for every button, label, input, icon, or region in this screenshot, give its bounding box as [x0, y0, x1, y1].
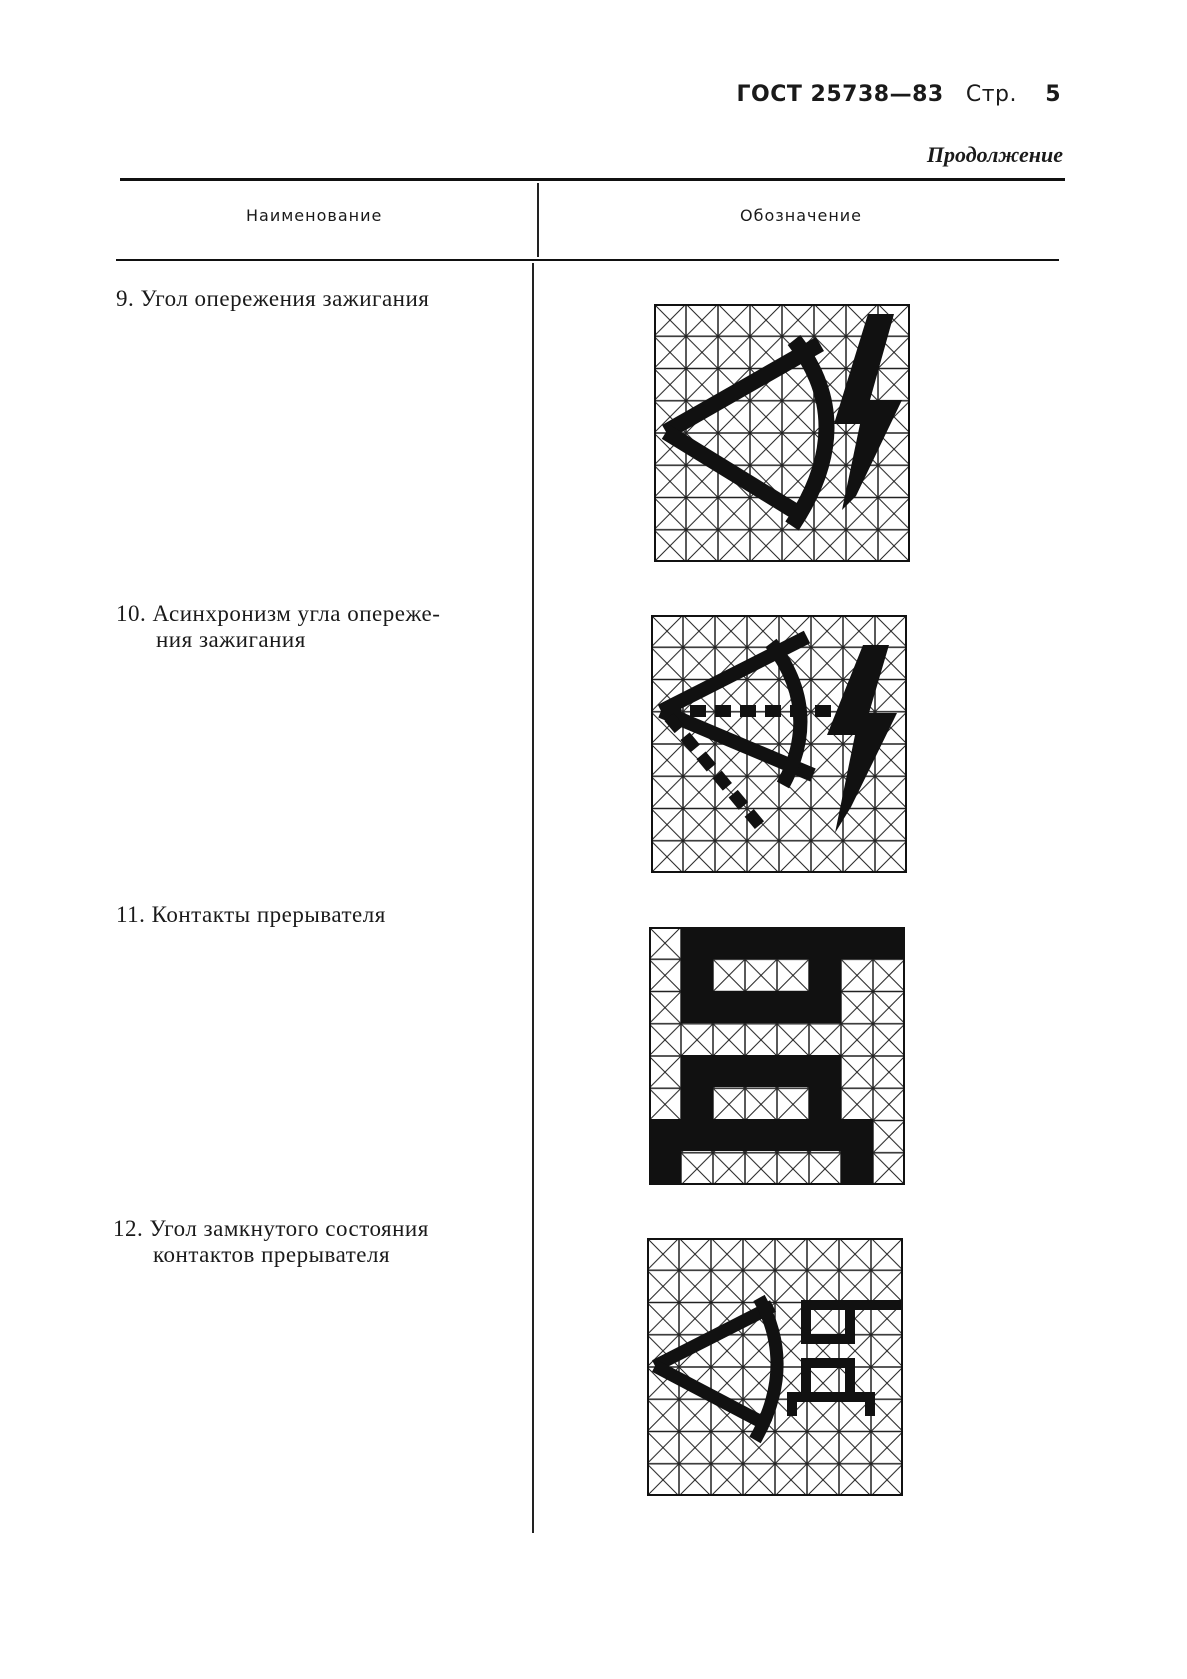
row-number: 12.: [113, 1216, 144, 1241]
row-name-line2: ния зажигания: [156, 627, 306, 652]
ignition-advance-angle-icon: [654, 304, 910, 562]
row-name-line2: контактов прерывателя: [153, 1242, 391, 1267]
header-column-divider: [537, 183, 539, 257]
page-number: 5: [1045, 82, 1061, 107]
ignition-advance-asynchronism-icon: [651, 615, 907, 873]
row-name: Угол опережения зажигания: [140, 286, 430, 311]
page-label: Стр.: [965, 82, 1018, 107]
row-name: Контакты прерывателя: [151, 902, 386, 927]
row-number: 9.: [116, 286, 135, 311]
column-header-symbol: Обозначение: [740, 206, 863, 225]
body-column-divider: [532, 263, 534, 1533]
table-row-name: [116, 286, 429, 312]
row-name-line1: Угол замкнутого состояния: [149, 1216, 429, 1241]
page-header: [737, 82, 1061, 107]
table-row-name: [116, 902, 386, 928]
row-number: 11.: [116, 902, 146, 927]
standard-number: ГОСТ 25738—83: [736, 82, 944, 107]
table-header-rule: [116, 259, 1059, 261]
column-header-name: Наименование: [246, 206, 383, 225]
row-number: 10.: [116, 601, 147, 626]
table-row-name: [113, 1216, 511, 1268]
row-name-line1: Асинхронизм угла опереже-: [152, 601, 441, 626]
breaker-contacts-icon: [649, 927, 905, 1185]
continuation-label: Продолжение: [926, 142, 1063, 167]
table-row-name: [116, 601, 516, 653]
table-top-rule: [120, 178, 1065, 181]
breaker-dwell-angle-icon: [647, 1238, 903, 1496]
